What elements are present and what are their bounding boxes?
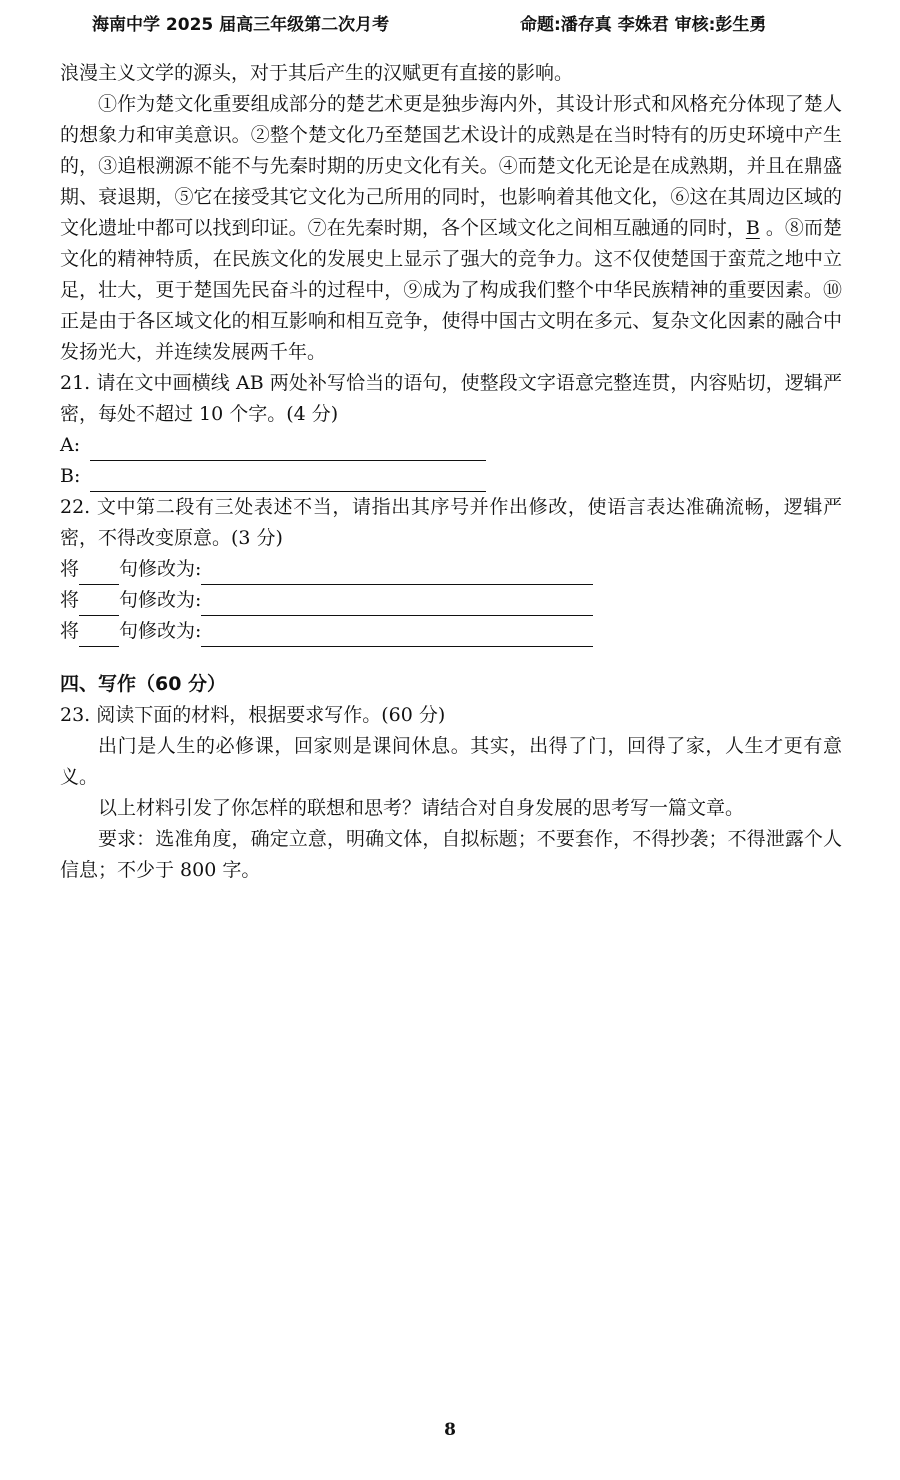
answer-line-b — [60, 461, 842, 492]
exam-credits: 命题:潘存真 李姝君 审核:彭生勇 — [520, 15, 767, 35]
writing-requirements: 要求：选准角度，确定立意，明确文体，自拟标题；不要套作，不得抄袭；不得泄露个人信息；不少于 800 字。 — [60, 828, 842, 881]
revision-suffix: 句修改为: — [119, 558, 202, 580]
revision-line — [60, 585, 842, 616]
exam-title: 海南中学 2025 届高三年级第二次月考 — [92, 15, 390, 35]
sentence-number-blank — [79, 593, 119, 616]
page-content — [60, 58, 842, 886]
page-header — [0, 6, 900, 34]
answer-label-a: A: — [60, 434, 81, 456]
sentence-number-blank — [79, 562, 119, 585]
section-heading: 四、写作（60 分） — [60, 673, 227, 695]
passage-paragraph — [60, 89, 842, 368]
revision-line — [60, 616, 842, 647]
revision-suffix: 句修改为: — [119, 620, 202, 642]
revision-prefix: 将 — [60, 620, 80, 642]
answer-label-b: B: — [60, 465, 81, 487]
revision-prefix: 将 — [60, 589, 80, 611]
revision-rule — [201, 593, 593, 616]
passage-text-2: 。⑧而楚文化的精神特质，在民族文化的发展史上显示了强大的竞争力。这不仅使楚国于蛮荒之地中立足，壮大，更于楚国先民奋斗的过程中，⑨成为了构成我们整个中华民族精神的重要因素。⑩正是由于各区域文化的相互影响和相互竞争，使得中国古文明在多元、复杂文化因素的融合中发扬光大，并连续发展两千年。 — [60, 217, 842, 363]
revision-line — [60, 554, 842, 585]
question-21: 21. 请在文中画横线 AB 两处补写恰当的语句，使整段文字语意完整连贯，内容贴切，逻辑严密，每处不超过 10 个字。(4 分) — [60, 372, 842, 425]
passage-text-1: ①作为楚文化重要组成部分的楚艺术更是独步海内外，其设计形式和风格充分体现了楚人的想象力和审美意识。②整个楚文化乃至楚国艺术设计的成熟是在当时特有的历史环境中产生的，③追根溯源不能不与先秦时期的历史文化有关。④而楚文化无论是在成熟期，并且在鼎盛期、衰退期，⑤它在接受其它文化为己所用的同时，也影响着其他文化，⑥这在其周边区域的文化遗址中都可以找到印证。⑦在先秦时期，各个区域文化之间相互融通的同时， — [60, 93, 842, 239]
revision-rule — [201, 562, 593, 585]
sentence-number-blank — [79, 624, 119, 647]
revision-rule — [201, 624, 593, 647]
answer-line-a — [60, 430, 842, 461]
question-23: 23. 阅读下面的材料，根据要求写作。(60 分) — [60, 704, 446, 726]
revision-suffix: 句修改为: — [119, 589, 202, 611]
answer-rule-b — [90, 469, 486, 492]
passage-line: 浪漫主义文学的源头，对于其后产生的汉赋更有直接的影响。 — [60, 62, 574, 84]
question-22: 22. 文中第二段有三处表述不当，请指出其序号并作出修改，使语言表达准确流畅，逻辑严密，不得改变原意。(3 分) — [60, 496, 842, 549]
page-number: 8 — [444, 1420, 456, 1440]
blank-b-marker: B — [745, 217, 760, 239]
answer-rule-a — [90, 438, 486, 461]
revision-prefix: 将 — [60, 558, 80, 580]
writing-prompt: 以上材料引发了你怎样的联想和思考？请结合对自身发展的思考写一篇文章。 — [98, 797, 745, 819]
writing-material: 出门是人生的必修课，回家则是课间休息。其实，出得了门，回得了家，人生才更有意义。 — [60, 735, 842, 788]
